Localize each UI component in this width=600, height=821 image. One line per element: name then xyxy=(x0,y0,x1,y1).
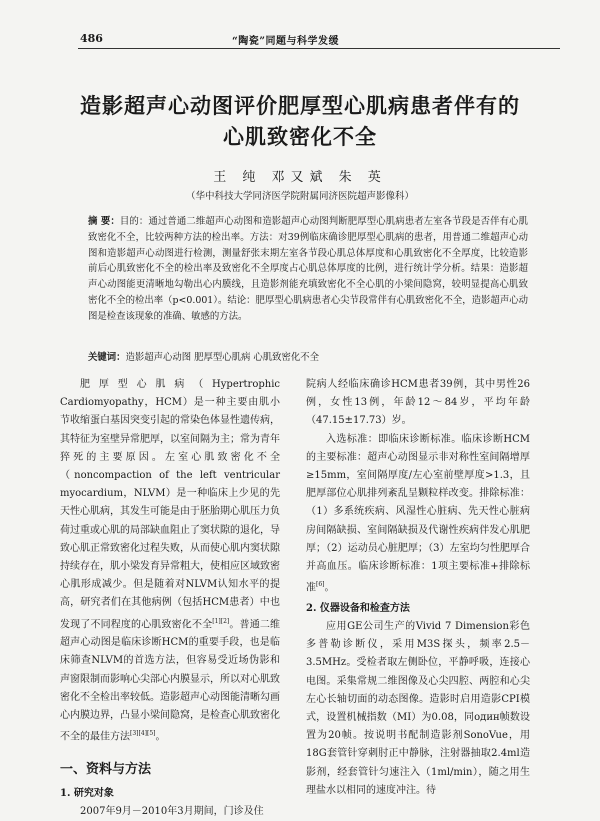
left-column xyxy=(60,376,280,821)
citation: [6] xyxy=(316,581,325,589)
right-column xyxy=(306,376,530,800)
header-rule xyxy=(78,48,560,49)
intro-end: 。 xyxy=(155,731,166,743)
subsection-heading: 2. 仪器设备和检查方法 xyxy=(306,602,410,614)
keywords xyxy=(88,349,528,363)
criteria-end: 。 xyxy=(324,582,335,594)
section-heading: 一、资料与方法 xyxy=(60,761,152,777)
keywords-label: 关键词： xyxy=(88,352,126,363)
abstract xyxy=(88,214,528,325)
methods-paragraph: 应用GE公司生产的Vivid 7 Dimension彩色多普勒诊断仪，采用M3S探头，频率2.5－3.5MHz。受检者取左侧卧位，平静呼吸，连接心电图。采集常规二维图像及心尖四腔、两腔和心尖左心长轴切面的动态图像。造影时启用造影CPI模式，设置机械指数（MI）为0.08，同один帧数设置为20帧。按说明书配制造影剂SonoVue，用18G套管针穿刺肘正中静脉，注射器抽取2.4ml造影剂，经套管针匀速注入（1ml/min），随之用生理盐水以相同的速度冲注。待 xyxy=(306,620,530,796)
authors: 王 纯 邓又斌 朱 英 xyxy=(213,170,387,185)
intro-paragraph xyxy=(60,376,280,747)
criteria-text: 入选标准：即临床诊断标准。临床诊断HCM的主要标准：超声心动图显示非对称性室间隔增厚≥15mm，室间隔厚度/左心室前壁厚度>1.3，且肥厚部位心肌排列紊乱呈颗粒样改变。排除标准：（1）多系统疾病、风湿性心脏病、先天性心脏病房间隔缺损、室间隔缺损及代谢性疾病伴发心肌肥厚；（2）运动员心脏肥厚；（3）左室均匀性肥厚合并高血压。临床诊断标准：1项主要标准+排除标准 xyxy=(306,433,530,594)
intro-text-cont: 。普通二维超声心动图是临床诊断HCM的重要手段，也是临床筛查NLVM的首选方法，但容易受近场伪影和声窗限制而影响心尖部心内膜显示，所以对心肌致密化不全检出率较低。造影超声心动图能清晰勾画心内膜边界，凸显小梁间隐窝，是检查心肌致密化不全的最佳方法 xyxy=(60,618,281,743)
intro-text: 肥厚型心肌病（Hypertrophic Cardiomyopathy，HCM）是一种主要由肌小节收缩蛋白基因突变引起的常染色体显性遗传病，其特征为室壁异常肥厚，以室间隔为主；常为青年猝死的主要原因。左室心肌致密化不全（noncompaction of the left ventricular myocardium，NLVM）是一种临床上少见的先天性心肌病，其发生可能是由于胚胎期心肌压力负荷过重或心肌的局部缺血阻止了窦状隙的退化，导致心肌正常致密化过程失败，从而使心肌内窦状隙持续存在，肌小梁发育异常粗大，使相应区域致密心肌形成减少。但是随着对NLVM认知水平的提高，研究者们在其他病例（包括HCM患者）中也发现了不同程度的心肌致密化不全 xyxy=(60,379,280,630)
citation: [1][2] xyxy=(212,617,230,625)
title-line: 造影超声心动图评价肥厚型心肌病患者伴有的 xyxy=(80,93,520,118)
citation: [3][4][5] xyxy=(130,730,156,738)
running-title: “陶瓷”同题与科学发缓 xyxy=(232,36,340,47)
criteria-paragraph xyxy=(306,431,530,598)
page-header xyxy=(0,0,600,46)
abstract-label: 摘 要： xyxy=(88,216,120,227)
page-number: 486 xyxy=(80,32,103,45)
title-line: 心肌致密化不全 xyxy=(223,124,377,149)
paper-title xyxy=(60,90,540,152)
subjects-cont-paragraph: 院病人经临床确诊HCM患者39例，其中男性26例，女性13例，年龄12～84岁，平均年龄（47.15±17.73）岁。 xyxy=(306,379,530,427)
keywords-text: 造影超声心动图 肥厚型心肌病 心肌致密化不全 xyxy=(125,352,319,363)
abstract-text: 目的：通过普通二维超声心动图和造影超声心动图判断肥厚型心肌病患者左室各节段是否伴有心肌致密化不全，比较两种方法的检出率。方法：对39例临床确诊肥厚型心肌病的患者，用普通二维超声心动图和造影超声心动图进行检测，测量舒张末期左室各节段心肌总体厚度和心肌致密化不全厚度，比较造影前后心肌致密化不全的检出率及致密化不全厚度占心肌总体厚度的比例，进行统计学分析。结果：造影超声心动图能更清晰地勾勒出心内膜线，且造影剂能充填致密化不全心肌的小梁间隐窝，较明显提高心肌致密化不全的检出率（p<0.001）。结论：肥厚型心肌病患者心尖节段常伴有心肌致密化不全，造影超声心动图是检查该现象的准确、敏感的方法。 xyxy=(88,216,528,322)
affiliation: （华中科技大学同济医学院附属同济医院超声影像科） xyxy=(185,191,414,202)
subsection-heading: 1. 研究对象 xyxy=(60,787,114,799)
subjects-paragraph: 2007年9月－2010年3月期间，门诊及住 xyxy=(80,806,264,818)
